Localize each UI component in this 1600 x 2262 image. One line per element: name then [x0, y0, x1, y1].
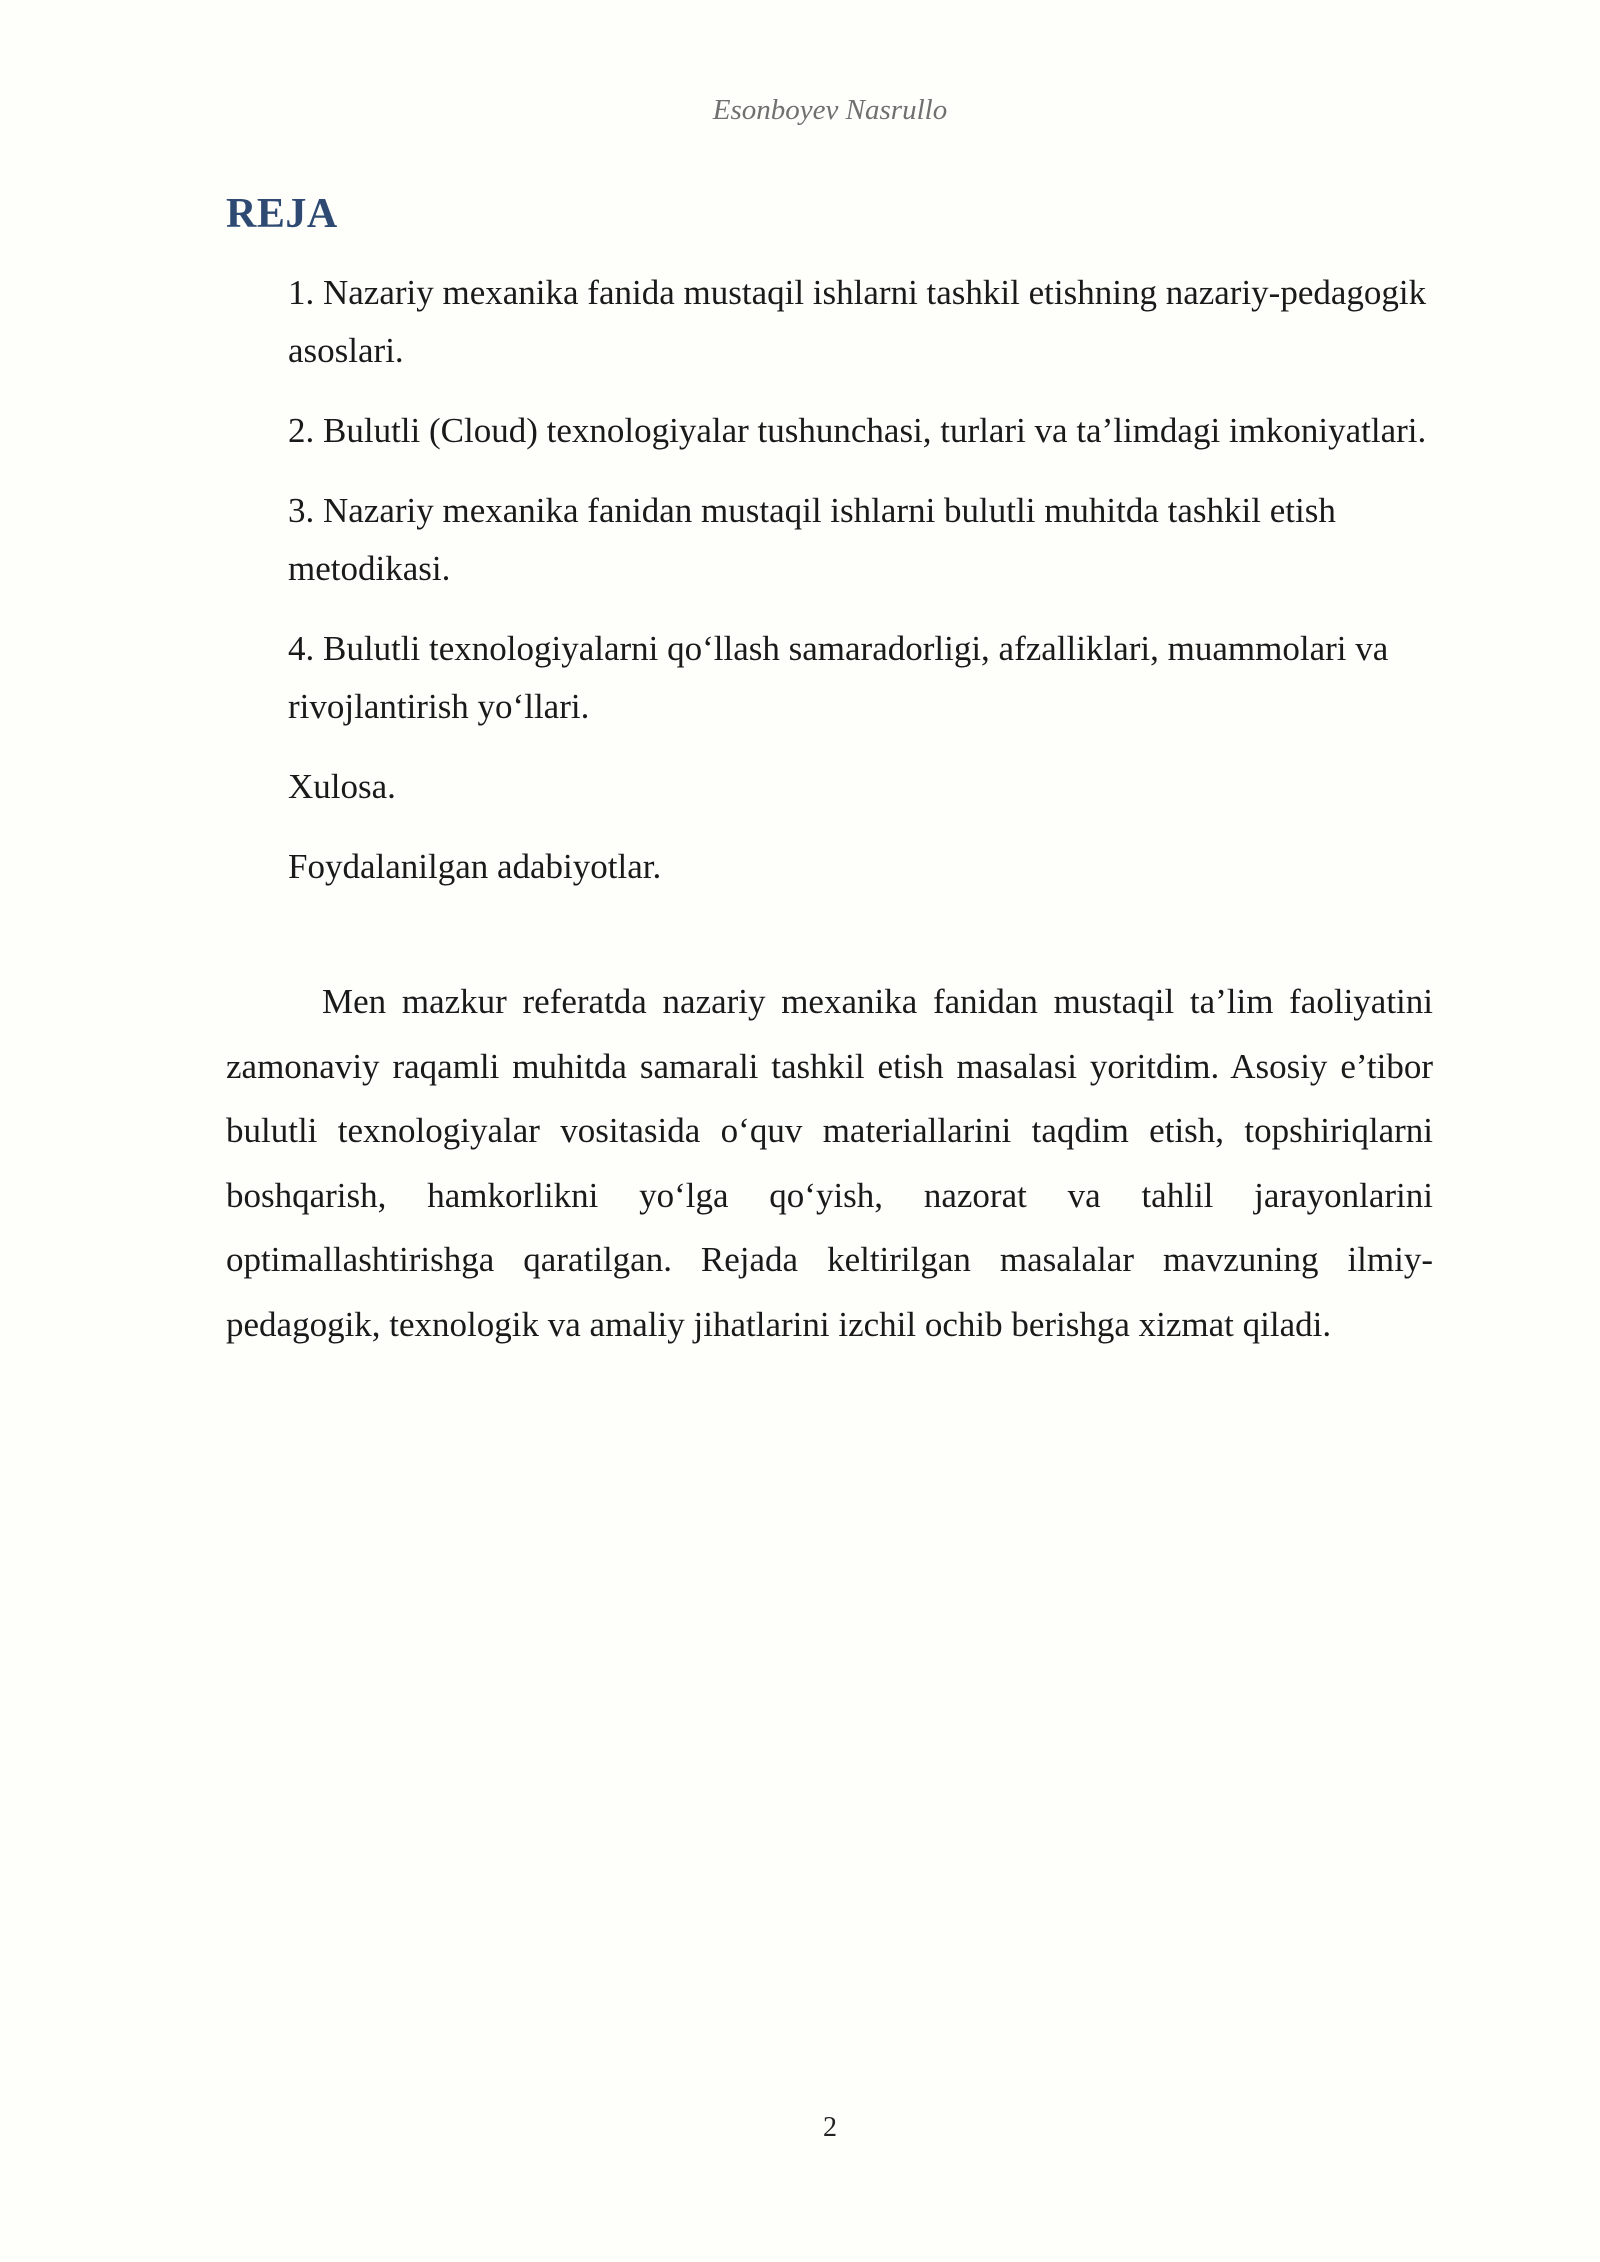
plan-item-conclusion: Xulosa.: [288, 767, 396, 806]
plan-item-1: 1. Nazariy mexanika fanida mustaqil ishlarni tashkil etishning nazariy-pedagogik asoslari.: [288, 273, 1427, 370]
plan-list: [288, 264, 1438, 918]
plan-item-3: 3. Nazariy mexanika fanidan mustaqil ishlarni bulutli muhitda tashkil etish metodikasi.: [288, 491, 1336, 588]
plan-item-references: Foydalanilgan adabiyotlar.: [288, 847, 662, 886]
page-title: REJA: [226, 191, 338, 237]
plan-item-2: 2. Bulutli (Cloud) texnologiyalar tushunchasi, turlari va ta’limdagi imkoniyatlari.: [288, 411, 1427, 450]
running-header-author: Esonboyev Nasrullo: [712, 94, 948, 126]
plan-item-4: 4. Bulutli texnologiyalarni qo‘llash samaradorligi, afzalliklari, muammolari va rivojlantirish yo‘llari.: [288, 629, 1389, 726]
page-number: 2: [823, 2112, 837, 2143]
body-paragraph: Men mazkur referatda nazariy mexanika fanidan mustaqil ta’lim faoliyatini zamonaviy raqamli muhitda samarali tashkil etish masalasi yoritdim. Asosiy e’tibor bulutli texnologiyalar vositasida o‘quv materiallarini taqdim etish, topshiriqlarni boshqarish, hamkorlikni yo‘lga qo‘yish, nazorat va tahlil jarayonlarini optimallashtirishga qaratilgan. Rejada keltirilgan masalalar mavzuning ilmiy-pedagogik, texnologik va amaliy jihatlarini izchil ochib berishga xizmat qiladi.: [226, 982, 1433, 1344]
